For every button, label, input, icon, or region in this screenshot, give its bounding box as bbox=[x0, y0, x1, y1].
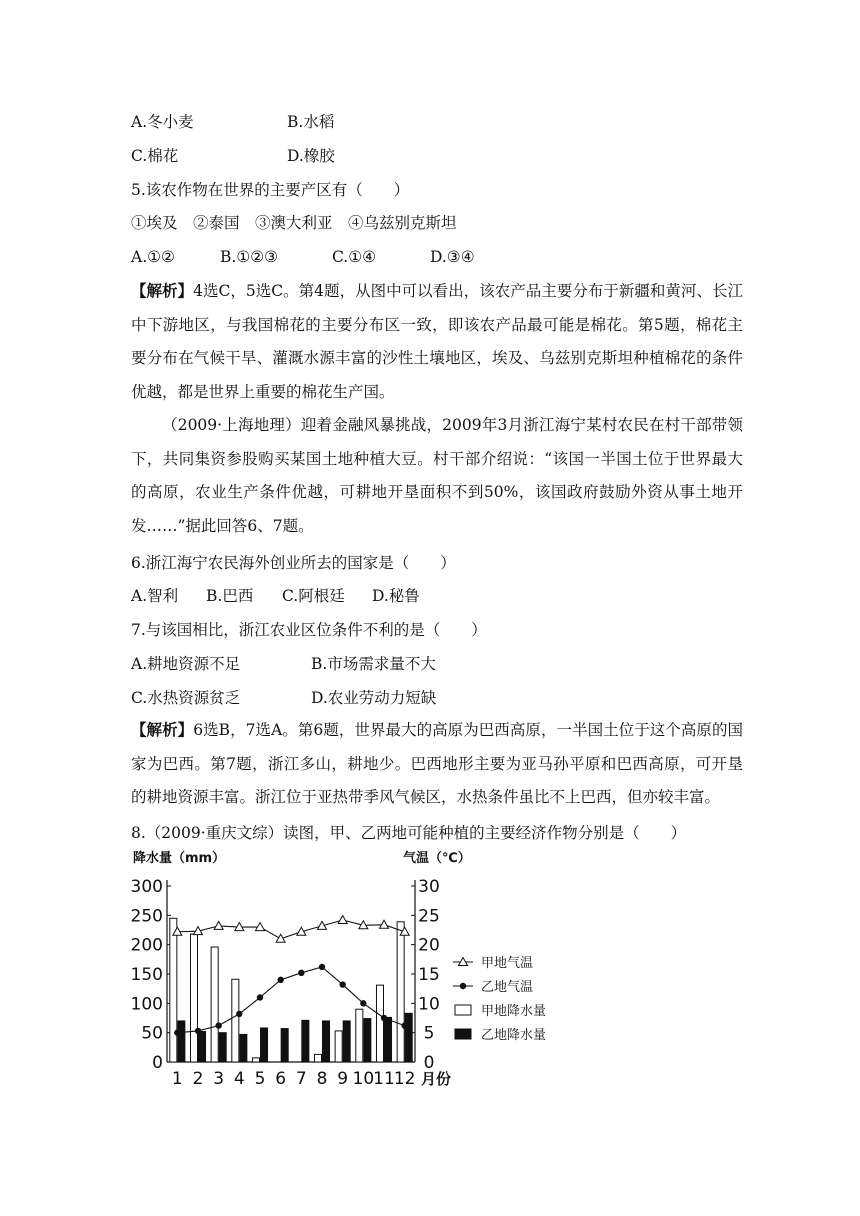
climate-chart-svg bbox=[131, 846, 561, 1092]
q4-option-a: A.冬小麦 bbox=[131, 113, 194, 131]
q5-option-a: A.①② bbox=[131, 248, 175, 266]
point-yi-temperature bbox=[319, 964, 325, 970]
bar-jia-precipitation bbox=[252, 1058, 259, 1062]
x-tick-label: 3 bbox=[213, 1069, 225, 1089]
bar-jia-precipitation bbox=[314, 1054, 321, 1062]
bar-jia-precipitation bbox=[190, 934, 197, 1062]
point-yi-temperature bbox=[257, 994, 263, 1000]
y-left-tick-label: 300 bbox=[131, 877, 163, 897]
bar-jia-precipitation bbox=[335, 1031, 342, 1062]
point-jia-temperature bbox=[338, 916, 347, 924]
legend-bar-swatch bbox=[455, 1005, 471, 1015]
x-tick-label: 11 bbox=[373, 1069, 395, 1089]
y-right-tick-label: 10 bbox=[418, 994, 440, 1015]
y-right-tick-label: 5 bbox=[423, 1023, 435, 1044]
q4-option-c: C.棉花 bbox=[131, 147, 179, 165]
bar-yi-precipitation bbox=[385, 1017, 392, 1062]
y-left-tick-label: 200 bbox=[131, 935, 163, 956]
q5-stem: 5.该农作物在世界的主要产区有（ ） bbox=[131, 181, 410, 199]
x-tick-label: 9 bbox=[337, 1069, 349, 1089]
point-yi-temperature bbox=[360, 1000, 366, 1006]
point-yi-temperature bbox=[236, 1011, 242, 1017]
point-yi-temperature bbox=[298, 970, 304, 976]
q7-stem: 7.与该国相比，浙江农业区位条件不利的是（ ） bbox=[131, 621, 487, 639]
analysis-label: 【解析】 bbox=[131, 720, 194, 739]
bar-yi-precipitation bbox=[323, 1021, 330, 1062]
point-jia-temperature bbox=[380, 920, 389, 928]
bar-jia-precipitation bbox=[211, 947, 218, 1062]
y-left-tick-label: 250 bbox=[131, 906, 163, 927]
analysis-text: 6选B，7选A。第6题，世界最大的高原为巴西高原，一半国土位于这个高原的国家为巴西。第7题，浙江多山，耕地少。巴西地形主要为亚马孙平原和巴西高原，可开垦的耕地资源丰富。浙江位于亚热带季风气候区，水热条件虽比不上巴西，但亦较丰富。 bbox=[131, 721, 743, 807]
x-tick-label: 2 bbox=[192, 1069, 204, 1089]
x-tick-label: 7 bbox=[295, 1069, 307, 1089]
y-right-tick-label: 30 bbox=[418, 877, 440, 897]
bar-yi-precipitation bbox=[178, 1021, 185, 1062]
y-left-tick-label: 50 bbox=[141, 1023, 163, 1044]
point-yi-temperature bbox=[195, 1028, 201, 1034]
q7-option-b: B.市场需求量不大 bbox=[311, 655, 436, 673]
x-tick-label: 6 bbox=[275, 1069, 287, 1089]
legend-bar-swatch bbox=[455, 1029, 471, 1039]
analysis-label: 【解析】 bbox=[131, 281, 194, 300]
y-left-tick-label: 0 bbox=[152, 1053, 163, 1073]
climate-chart bbox=[131, 846, 551, 1126]
x-tick-label: 5 bbox=[254, 1069, 266, 1089]
bar-yi-precipitation bbox=[281, 1029, 288, 1062]
x-tick-label: 4 bbox=[233, 1069, 245, 1089]
bar-yi-precipitation bbox=[302, 1020, 309, 1062]
y-left-tick-label: 100 bbox=[131, 994, 163, 1015]
point-yi-temperature bbox=[215, 1022, 221, 1028]
q5-option-c: C.①④ bbox=[332, 248, 377, 266]
bar-jia-precipitation bbox=[356, 1009, 363, 1062]
bar-jia-precipitation bbox=[232, 979, 239, 1062]
q4-option-b: B.水稻 bbox=[287, 113, 335, 131]
q5-option-d: D.③④ bbox=[430, 248, 475, 266]
x-tick-label: 12 bbox=[393, 1069, 416, 1089]
legend-label: 乙地气温 bbox=[481, 980, 534, 995]
analysis-1 bbox=[131, 274, 743, 410]
q6-option-a: A.智利 bbox=[131, 587, 179, 605]
q6-option-d: D.秘鲁 bbox=[372, 587, 420, 605]
bar-yi-precipitation bbox=[405, 1013, 412, 1062]
q7-option-a: A.耕地资源不足 bbox=[131, 655, 241, 673]
point-jia-temperature bbox=[214, 921, 223, 929]
q4-option-d: D.橡胶 bbox=[287, 147, 335, 165]
bar-yi-precipitation bbox=[199, 1031, 206, 1062]
q5-option-b: B.①②③ bbox=[220, 248, 279, 266]
analysis-text: 4选C，5选C。第4题，从图中可以看出，该农产品主要分布于新疆和黄河、长江中下游地区，与我国棉花的主要分布区一致，即该农产品最可能是棉花。第5题，棉花主要分布在气候干旱、灌溉水源丰富的沙性土壤地区，埃及、乌兹别克斯坦种植棉花的条件优越，都是世界上重要的棉花生产国。 bbox=[131, 282, 743, 402]
point-yi-temperature bbox=[339, 981, 345, 987]
y-right-tick-label: 15 bbox=[418, 965, 440, 985]
bar-yi-precipitation bbox=[219, 1033, 226, 1062]
bar-jia-precipitation bbox=[170, 918, 177, 1062]
bar-yi-precipitation bbox=[364, 1019, 371, 1062]
y-right-axis-title: 气温（℃） bbox=[403, 851, 471, 866]
point-yi-temperature bbox=[174, 1029, 180, 1035]
analysis-2 bbox=[131, 713, 743, 815]
point-yi-temperature bbox=[381, 1015, 387, 1021]
q8-stem: 8.（2009·重庆文综）读图，甲、乙两地可能种植的主要经济作物分别是（ ） bbox=[131, 824, 687, 842]
q7-option-c: C.水热资源贫乏 bbox=[131, 689, 241, 707]
q6-stem: 6.浙江海宁农民海外创业所去的国家是（ ） bbox=[131, 554, 456, 572]
x-axis-unit-label: 月份 bbox=[421, 1070, 452, 1088]
bar-jia-precipitation bbox=[376, 985, 383, 1062]
x-tick-label: 1 bbox=[171, 1069, 183, 1089]
y-left-tick-label: 150 bbox=[131, 965, 163, 985]
passage: （2009·上海地理）迎着金融风暴挑战，2009年3月浙江海宁某村农民在村干部带领下，共同集资参股购买某国土地种植大豆。村干部介绍说：“该国一半国土位于世界最大的高原，农业生产条件优越，可耕地开垦面积不到50%，该国政府鼓励外资从事土地开发……”据此回答6、7题。 bbox=[131, 416, 743, 536]
q6-option-c: C.阿根廷 bbox=[282, 587, 345, 605]
y-right-tick-label: 20 bbox=[418, 935, 440, 956]
q5-items: ①埃及 ②泰国 ③澳大利亚 ④乌兹别克斯坦 bbox=[131, 214, 457, 232]
y-left-axis-title: 降水量（mm） bbox=[133, 851, 226, 866]
point-yi-temperature bbox=[277, 977, 283, 983]
legend-label: 甲地降水量 bbox=[481, 1004, 547, 1019]
legend-label: 乙地降水量 bbox=[481, 1028, 547, 1043]
legend-label: 甲地气温 bbox=[481, 956, 534, 971]
q7-option-d: D.农业劳动力短缺 bbox=[311, 689, 437, 707]
bar-yi-precipitation bbox=[343, 1021, 350, 1062]
legend-dot-marker bbox=[460, 983, 466, 989]
bar-yi-precipitation bbox=[240, 1034, 247, 1062]
x-tick-label: 8 bbox=[316, 1069, 328, 1089]
x-tick-label: 10 bbox=[352, 1069, 375, 1089]
y-right-tick-label: 0 bbox=[423, 1053, 435, 1073]
bar-jia-precipitation bbox=[397, 922, 404, 1062]
bar-yi-precipitation bbox=[261, 1028, 268, 1062]
q6-option-b: B.巴西 bbox=[206, 587, 254, 605]
point-yi-temperature bbox=[401, 1022, 407, 1028]
line-jia-temperature bbox=[177, 920, 404, 939]
y-right-tick-label: 25 bbox=[418, 906, 440, 927]
